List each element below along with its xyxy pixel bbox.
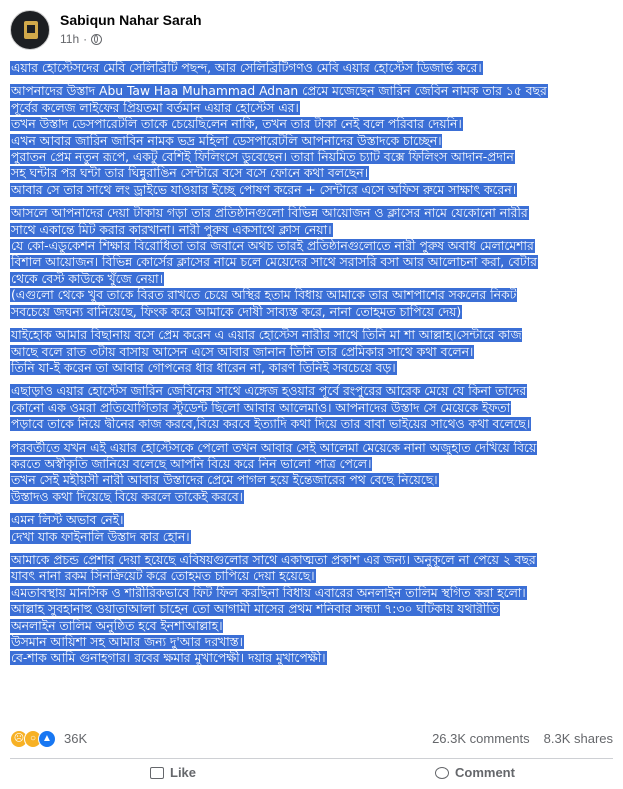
text-line <box>10 238 613 254</box>
shares-count[interactable]: 8.3K shares <box>543 731 613 746</box>
text-line <box>10 287 613 303</box>
highlighted-text: এছাড়াও এয়ার হোস্টেস জারিন জেবিনের সাথে এঙ্গেজ হওয়ার পূর্বে রংপুরের আরেক মেয়ে যে কিনা তাদের <box>11 384 527 399</box>
highlighted-text: আবার সে তার সাথে লং ড্রাইভে যাওয়ার ইচ্ছে পোষণ করেন + সেন্টারে এসে অফিস রুমে সাক্ষাৎ করেন। <box>11 182 516 197</box>
highlighted-text: আল্লাহ সুবহানাহু ওয়াতাআলা চাহেন তো আগামী মাসের প্রথম শনিবার সন্ধ্যা ৭:৩০ ঘটিকায় যথারীতি <box>11 602 500 617</box>
highlighted-text: বে-শাক আমি গুনাহগার। রবের ক্ষমার মুখাপেক্ষী। দয়ার মুখাপেক্ষী। <box>11 651 326 666</box>
text-line <box>10 585 613 601</box>
highlighted-text: তিনি যা-ই করেন তা আবার গোপনের ধার ধারেন না, কারণ তিনিই সবচেয়ে বড়। <box>11 360 396 375</box>
highlighted-text: আসলে আপনাদের দেয়া টাকায় গড়া তার প্রতিষ্ঠানগুলো বিভিন্ন আয়োজন ও ক্লাসের নামে যেকোনো নারীর <box>11 206 528 221</box>
post-time[interactable]: 11h <box>60 32 80 46</box>
thumbs-up-icon <box>150 767 164 779</box>
action-bar <box>10 758 613 789</box>
post-paragraph <box>10 60 613 76</box>
text-line <box>10 83 613 99</box>
dot-separator: · <box>83 32 88 46</box>
highlighted-text: এয়ার হোস্টেসদের মেবি সেলিব্রিটি পছন্দ, আর সেলিব্রিটিগণও মেবি এয়ার হোস্টেস ডিজার্ভ করে। <box>11 61 482 75</box>
highlighted-text: পরবর্তীতে যখন এই এয়ার হোস্টেসকে পেলো তখন আবার সেই আলেমা মেয়েকে নানা অজুহাত দেখিয়ে বিয়ে <box>11 440 537 455</box>
highlighted-text: উস্তাদও কথা দিয়েছে বিয়ে করলে তাকেই করবে। <box>11 489 243 504</box>
highlighted-text: করতে অস্বীকৃতি জানিয়ে বলেছে আপনি বিয়ে করে নিন ভালো পাত্র পেলে। <box>11 456 372 471</box>
reaction-count[interactable]: 36K <box>64 731 88 746</box>
text-line <box>10 344 613 360</box>
text-line <box>10 568 613 584</box>
post-paragraph <box>10 440 613 506</box>
text-line <box>10 634 613 650</box>
text-line <box>10 400 613 416</box>
sad-face-icon: ☹ <box>10 730 28 748</box>
highlighted-text: আমাকে প্রচন্ড প্রেশার দেয়া হয়েছে এবিষয়গুলোর সাথে একাত্মতা প্রকাশ এর জন্য। অনুকূলে না পেয়ে ২ বছর <box>11 552 536 567</box>
wow-face-icon: ○ <box>24 730 42 748</box>
text-line <box>10 601 613 617</box>
text-line <box>10 116 613 132</box>
post-paragraph <box>10 512 613 545</box>
highlighted-text: সবচেয়ে জঘন্য বানিয়েছে, ফিংক করে আমাকে দোষী সাব্যস্ত করে, নানা তোহমত চাপিয়ে দেয়) <box>11 304 462 319</box>
text-line <box>10 440 613 456</box>
avatar[interactable] <box>10 10 50 50</box>
post-paragraph <box>10 205 613 320</box>
highlighted-text: দেখা যাক ফাইনালি উস্তাদ কার হোন। <box>11 529 190 544</box>
text-line <box>10 489 613 505</box>
highlighted-text: থেকে বেস্ট কাউকে খুঁজে নেয়া। <box>11 271 163 286</box>
highlighted-text: অনলাইন তালিম অনুষ্ঠিত হবে ইনশাআল্লাহ। <box>11 618 223 633</box>
text-line <box>10 327 613 343</box>
text-line <box>10 472 613 488</box>
text-line <box>10 512 613 528</box>
like-label: Like <box>170 765 197 780</box>
text-line <box>10 552 613 568</box>
highlighted-text: পূর্বের কলেজ লাইফের প্রিয়তমা বর্তমান এয়ার হোস্টেস এর। <box>11 100 299 115</box>
text-line <box>10 149 613 165</box>
text-line <box>10 205 613 221</box>
comments-count[interactable]: 26.3K comments <box>432 731 530 746</box>
post-paragraph <box>10 383 613 432</box>
highlighted-text: আছে বলে রাত ৩টায় বাসায় আসেন এসে আবার জানান তিনি তার প্রেমিকার সাথে কথা বলেন। <box>11 344 474 359</box>
highlighted-text: পুরাতন প্রেম নতুন রূপে, একটু বেশিই ফিলিংসে ডুবেছেন। তারা নিয়মিত চ্যাট বক্সে ফিলিংস আদান-প্রদান <box>11 150 514 165</box>
text-line <box>10 271 613 287</box>
highlighted-text: যে কো-এডুকেশন শিক্ষার বিরোধিতা তার জবানে অথচ তারই প্রতিষ্ঠানগুলোতে নারী পুরুষ অবাধ মেলামেশার <box>11 239 534 254</box>
post-paragraph <box>10 327 613 376</box>
highlighted-text: (এগুলো থেকে খুব তাকে বিরত রাখতে চেয়ে অস্থির হতাম বিধায় আমাকে তার আশপাশের সকলের নিকট <box>11 288 517 303</box>
text-line <box>10 100 613 116</box>
text-line <box>10 618 613 634</box>
globe-icon[interactable] <box>91 34 102 45</box>
author-name[interactable]: Sabiqun Nahar Sarah <box>60 12 202 28</box>
text-line <box>10 304 613 320</box>
comment-button[interactable] <box>435 765 515 780</box>
highlighted-text: সাথে একান্তে মিট করার কারখানা। নারী পুরুষ একসাথে ক্লাস নেয়া। <box>11 222 332 237</box>
post-header <box>10 8 613 60</box>
highlighted-text: তখন উস্তাদ ডেসপারেটলি তাকে চেয়েছিলেন নাকি, তখন তার টাকা নেই বলে পরিবার দেয়নি। <box>11 117 462 132</box>
post-paragraph <box>10 83 613 198</box>
highlighted-text: পড়াবে তাকে নিয়ে দ্বীনের কাজ করবে,বিয়ে করবে ইত্যাদি কথা দিয়ে তার বাবা ভাইয়ের সাথেও কথা বলেছে। <box>11 417 531 432</box>
highlighted-text: যাবৎ নানা রকম সিনক্রিয়েট করে তোহমত চাপিয়ে দেয়া হয়েছে। <box>11 569 315 584</box>
text-line <box>10 182 613 198</box>
highlighted-text: সহ ঘন্টার পর ঘন্টা তার ঘিন্নুরাঙিন সেন্টারে বসে বসে ফোনে কথা বলছেন। <box>11 166 368 181</box>
highlighted-text: এখন আবার জারিন জাবিন নামক ভদ্র মহিলা ডেসপারেটলি আপনাদের উস্তাদকে চাচ্ছেন। <box>11 133 442 148</box>
text-line <box>10 165 613 181</box>
text-line <box>10 133 613 149</box>
highlighted-text: বিশাল আয়োজন। বিভিন্ন কোর্সের ক্লাসের নামে চলে মেয়েদের সাথে সরাসরি বসা আর আলোচনা করা, বেটার <box>11 255 537 270</box>
like-thumb-icon: ▲ <box>38 730 56 748</box>
text-line <box>10 529 613 545</box>
highlighted-text: এমতাবস্থায় মানসিক ও শারীরিকভাবে ফিট ফিল করছিনা বিধায় এবারের অনলাইন তালিম স্থগিত করা হলো। <box>11 585 526 600</box>
text-line <box>10 254 613 270</box>
text-line <box>10 60 613 76</box>
comment-label: Comment <box>455 765 515 780</box>
post-body <box>10 60 613 667</box>
post-paragraph <box>10 552 613 667</box>
text-line <box>10 650 613 666</box>
text-line <box>10 456 613 472</box>
highlighted-text: উসমান আয়িশা সহ আমার জন্য দু'আর দরখাস্ত। <box>11 635 243 649</box>
comment-bubble-icon <box>435 767 449 779</box>
text-line <box>10 383 613 399</box>
text-line <box>10 360 613 376</box>
highlighted-text: কোনো এক ওমরা প্রতিযোগিতার স্টুডেন্ট ছিলো আবার আলেমাও। আপনাদের উস্তাদ সে মেয়েকে ইফতা <box>11 400 511 415</box>
highlighted-text: তখন সেই মহীয়সী নারী আবার উস্তাদের প্রেমে পাগল হয়ে ইন্তেজারের পথ বেছে নিয়েছে। <box>11 473 438 488</box>
like-button[interactable] <box>150 765 196 780</box>
reactions-bar <box>10 728 613 752</box>
post-meta <box>60 32 102 46</box>
highlighted-text: এমন লিস্ট অভাব নেই। <box>11 513 124 528</box>
highlighted-text: যাইহোক আমার বিছানায় বসে প্রেম করেন এ এয়ার হোস্টেস নারীর সাথে তিনি মা শা আল্লাহ।সেন্টারে কাজ <box>11 328 522 343</box>
text-line <box>10 222 613 238</box>
reaction-icons[interactable] <box>10 730 52 748</box>
highlighted-text: আপনাদের উস্তাদ Abu Taw Haa Muhammad Adnan প্রেমে মজেছেন জারিন জেবিন নামক তার ১৫ বছর <box>11 84 547 99</box>
text-line <box>10 416 613 432</box>
post-stats <box>432 731 613 746</box>
